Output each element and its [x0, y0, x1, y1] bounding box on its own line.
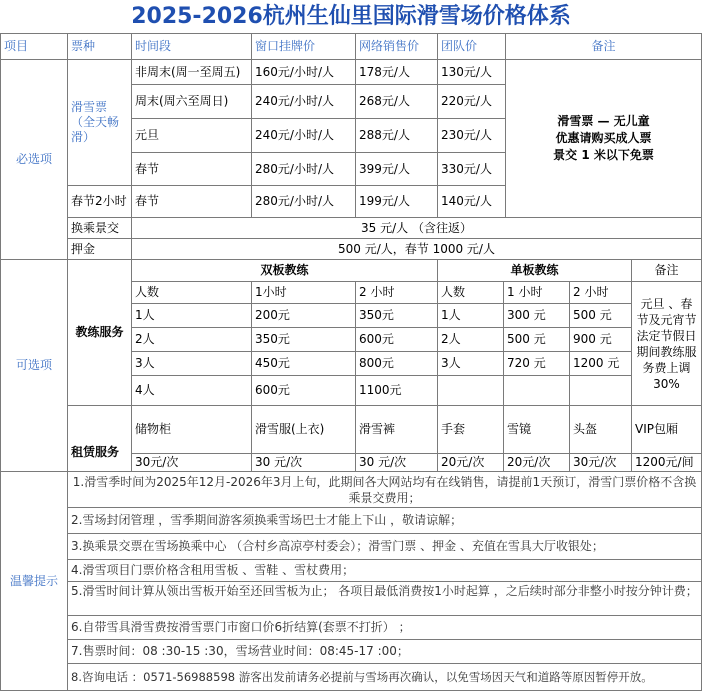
period-cell: 春节 — [132, 186, 252, 218]
period-cell: 非周末(周一至周五) — [132, 60, 252, 85]
single-board-title: 单板教练 — [438, 260, 632, 282]
section-optional: 可选项 — [0, 260, 68, 472]
deposit-price: 500 元/人，春节 1000 元/人 — [132, 239, 702, 260]
window-price-cell: 240元/小时/人 — [252, 85, 356, 119]
group-price-cell: 130元/人 — [438, 60, 506, 85]
header-ticket: 票种 — [68, 34, 132, 60]
spring-2h-label: 春节2小时 — [68, 186, 132, 218]
single-persons-cell: 1人 — [438, 304, 504, 328]
ski-ticket-note: 滑雪票 — 无儿童 优惠请购买成人票 景交 1 米以下免票 — [506, 60, 702, 218]
rental-item-name: VIP包厢 — [632, 406, 702, 454]
rental-item-price: 1200元/间 — [632, 454, 702, 472]
window-price-cell: 280元/小时/人 — [252, 153, 356, 186]
rental-service-label: 租赁服务 — [68, 406, 132, 472]
header-item: 项目 — [0, 34, 68, 60]
tip-line: 5.滑雪时间计算从领出雪板开始至还回雪板为止； 各项目最低消费按1小时起算 ，之后续时部分非整小时按分钟计费； — [68, 582, 702, 616]
rental-item-name: 雪镜 — [504, 406, 570, 454]
window-price-cell: 240元/小时/人 — [252, 119, 356, 153]
double-persons-cell: 4人 — [132, 376, 252, 406]
shuttle-label: 换乘景交 — [68, 218, 132, 239]
group-price-cell: 220元/人 — [438, 85, 506, 119]
deposit-label: 押金 — [68, 239, 132, 260]
single-empty-cell — [570, 376, 632, 406]
tip-line: 2.雪场封闭管理 ，雪季期间游客须换乘雪场巴士才能上下山 ，敬请谅解； — [68, 508, 702, 534]
coach-note-title: 备注 — [632, 260, 702, 282]
rental-item-price: 30元/次 — [570, 454, 632, 472]
header-note: 备注 — [506, 34, 702, 60]
double-persons-cell: 2人 — [132, 328, 252, 352]
single-2h-cell: 1200 元 — [570, 352, 632, 376]
single-empty-cell — [438, 376, 504, 406]
ski-ticket-label: 滑雪票（全天畅滑） — [68, 60, 132, 186]
single-1h-cell: 300 元 — [504, 304, 570, 328]
online-price-cell: 288元/人 — [356, 119, 438, 153]
double-persons-cell: 1人 — [132, 304, 252, 328]
single-1h-cell: 720 元 — [504, 352, 570, 376]
col-persons: 人数 — [132, 282, 252, 304]
double-2h-cell: 1100元 — [356, 376, 438, 406]
rental-item-name: 滑雪裤 — [356, 406, 438, 454]
online-price-cell: 399元/人 — [356, 153, 438, 186]
rental-item-price: 30 元/次 — [356, 454, 438, 472]
rental-item-price: 30 元/次 — [252, 454, 356, 472]
tip-line: 7.售票时间：08 :30-15 :30，雪场营业时间：08:45-17 :00； — [68, 640, 702, 664]
period-cell: 春节 — [132, 153, 252, 186]
price-table — [0, 34, 702, 691]
double-1h-cell: 450元 — [252, 352, 356, 376]
tip-line: 3.换乘景交票在雪场换乘中心 （合村乡高凉亭村委会）；滑雪门票 、押金 、充值在雪具大厅收银处； — [68, 534, 702, 560]
group-price-cell: 330元/人 — [438, 153, 506, 186]
rental-item-name: 储物柜 — [132, 406, 252, 454]
header-window-price: 窗口挂牌价 — [252, 34, 356, 60]
period-cell: 元旦 — [132, 119, 252, 153]
window-price-cell: 160元/小时/人 — [252, 60, 356, 85]
double-1h-cell: 200元 — [252, 304, 356, 328]
header-group-price: 团队价 — [438, 34, 506, 60]
header-online-price: 网络销售价 — [356, 34, 438, 60]
double-board-title: 双板教练 — [132, 260, 438, 282]
online-price-cell: 268元/人 — [356, 85, 438, 119]
col-2h: 2 小时 — [356, 282, 438, 304]
rental-item-name: 手套 — [438, 406, 504, 454]
col-persons: 人数 — [438, 282, 504, 304]
col-1h: 1 小时 — [504, 282, 570, 304]
period-cell: 周末(周六至周日) — [132, 85, 252, 119]
coach-price-note: 元旦 、春节及元宵节法定节假日期间教练服务费上调30% — [632, 282, 702, 406]
double-2h-cell: 600元 — [356, 328, 438, 352]
col-2h: 2 小时 — [570, 282, 632, 304]
tip-line: 6.自带雪具滑雪费按滑雪票门市窗口价6折结算(套票不打折） ； — [68, 616, 702, 640]
rental-item-price: 20元/次 — [504, 454, 570, 472]
single-2h-cell: 900 元 — [570, 328, 632, 352]
rental-item-name: 头盔 — [570, 406, 632, 454]
double-1h-cell: 600元 — [252, 376, 356, 406]
header-period: 时间段 — [132, 34, 252, 60]
page-title: 2025-2026杭州生仙里国际滑雪场价格体系 — [0, 0, 702, 34]
single-persons-cell: 3人 — [438, 352, 504, 376]
double-2h-cell: 800元 — [356, 352, 438, 376]
double-1h-cell: 350元 — [252, 328, 356, 352]
single-1h-cell: 500 元 — [504, 328, 570, 352]
single-persons-cell: 2人 — [438, 328, 504, 352]
online-price-cell: 178元/人 — [356, 60, 438, 85]
double-persons-cell: 3人 — [132, 352, 252, 376]
single-empty-cell — [504, 376, 570, 406]
section-required: 必选项 — [0, 60, 68, 260]
group-price-cell: 140元/人 — [438, 186, 506, 218]
tip-line: 4.滑雪项目门票价格含租用雪板 、雪鞋 、雪杖费用； — [68, 560, 702, 582]
online-price-cell: 199元/人 — [356, 186, 438, 218]
single-2h-cell: 500 元 — [570, 304, 632, 328]
section-tips: 温馨提示 — [0, 472, 68, 691]
shuttle-price: 35 元/人 （含往返） — [132, 218, 702, 239]
window-price-cell: 280元/小时/人 — [252, 186, 356, 218]
rental-item-name: 滑雪服(上衣) — [252, 406, 356, 454]
rental-item-price: 20元/次 — [438, 454, 504, 472]
col-1h: 1小时 — [252, 282, 356, 304]
coach-service-label: 教练服务 — [68, 260, 132, 406]
tip-line: 8.咨询电话 ：0571-56988598 游客出发前请务必提前与雪场再次确认，以免雪场因天气和道路等原因暂停开放。 — [68, 664, 702, 691]
double-2h-cell: 350元 — [356, 304, 438, 328]
rental-item-price: 30元/次 — [132, 454, 252, 472]
tip-line: 1.滑雪季时间为2025年12月-2026年3月上旬，此期间各大网站均有在线销售，请提前1天预订，滑雪门票价格不含换乘景交费用； — [68, 472, 702, 508]
group-price-cell: 230元/人 — [438, 119, 506, 153]
